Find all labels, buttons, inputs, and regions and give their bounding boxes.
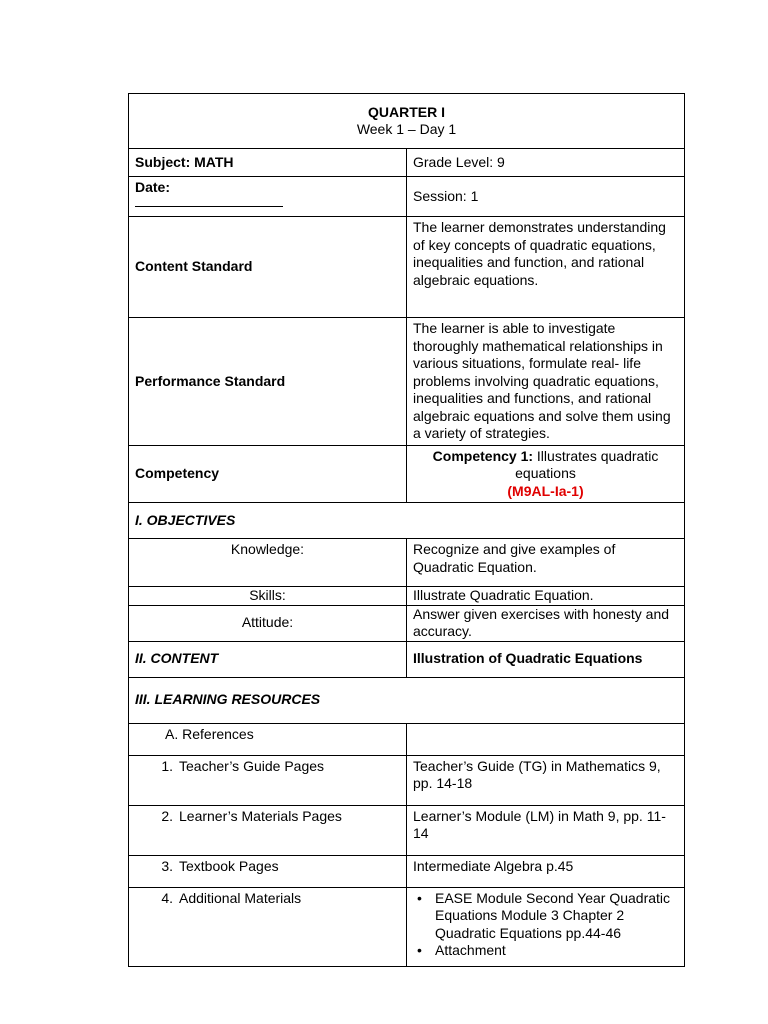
content-standard-label: Content Standard xyxy=(129,217,407,318)
competency-label: Competency xyxy=(129,445,407,503)
attitude-label: Attitude: xyxy=(129,605,407,641)
competency-code-open: ( xyxy=(507,482,513,499)
resource-item-2-label-cell xyxy=(129,805,407,855)
knowledge-label: Knowledge: xyxy=(129,539,407,587)
competency-cell xyxy=(407,445,685,503)
resource-item-4-label: Additional Materials xyxy=(179,889,302,906)
resource-item-1-label: Teacher’s Guide Pages xyxy=(179,757,325,774)
resource-item-2-num: 2. xyxy=(161,807,173,824)
content-heading: II. CONTENT xyxy=(129,641,407,677)
skills-text: Illustrate Quadratic Equation. xyxy=(407,587,685,606)
attitude-text: Answer given exercises with honesty and accuracy. xyxy=(407,605,685,641)
competency-text: Illustrates quadratic equations xyxy=(515,447,659,481)
resource-item-2-value: Learner’s Module (LM) in Math 9, pp. 11-14 xyxy=(407,805,685,855)
resource-item-3-label-cell xyxy=(129,855,407,887)
learning-resources-heading: III. LEARNING RESOURCES xyxy=(129,677,685,723)
resource-item-3-value: Intermediate Algebra p.45 xyxy=(407,855,685,887)
knowledge-text: Recognize and give examples of Quadratic Equation. xyxy=(407,539,685,587)
lesson-plan-table xyxy=(128,93,685,967)
date-blank-line xyxy=(135,205,283,207)
date-cell xyxy=(129,177,407,217)
date-label: Date: xyxy=(135,179,171,195)
references-empty xyxy=(407,723,685,755)
list-item: • Attachment xyxy=(435,942,678,960)
resource-item-1-num: 1. xyxy=(161,757,173,774)
resource-item-4-label-cell xyxy=(129,887,407,966)
resource-item-3-label: Textbook Pages xyxy=(179,857,279,874)
grade-level: Grade Level: 9 xyxy=(407,149,685,177)
competency-prefix: Competency 1: xyxy=(432,447,534,464)
resource-item-2-label: Learner’s Materials Pages xyxy=(179,807,342,824)
content-text: Illustration of Quadratic Equations xyxy=(407,641,685,677)
resource-item-3-num: 3. xyxy=(161,857,173,874)
session: Session: 1 xyxy=(407,177,685,217)
subject-label: Subject: MATH xyxy=(129,149,407,177)
resource-item-1-label-cell xyxy=(129,755,407,805)
list-item: • EASE Module Second Year Quadratic Equations Module 3 Chapter 2 Quadratic Equations pp.44-46 xyxy=(435,890,678,943)
additional-materials-list xyxy=(413,890,678,960)
performance-standard-text: The learner is able to investigate thoroughly mathematical relationships in various situations, formulate real- life problems involving quadratic equations, inequalities and functions, and rational algebraic equations and solve them using a variety of strategies. xyxy=(407,318,685,446)
quarter-title: QUARTER I xyxy=(368,103,445,120)
performance-standard-label: Performance Standard xyxy=(129,318,407,446)
resource-item-4-value-cell xyxy=(407,887,685,966)
skills-label: Skills: xyxy=(129,587,407,606)
references-label: A. References xyxy=(129,723,407,755)
header-cell xyxy=(129,94,685,149)
week-day: Week 1 – Day 1 xyxy=(356,121,457,137)
objectives-heading: I. OBJECTIVES xyxy=(129,503,685,539)
resource-item-4-num: 4. xyxy=(161,889,173,906)
resource-item-1-value: Teacher’s Guide (TG) in Mathematics 9, pp. 14-18 xyxy=(407,755,685,805)
competency-code: M9AL-Ia-1) xyxy=(512,482,584,499)
content-standard-text: The learner demonstrates understanding of key concepts of quadratic equations, inequalities and function, and rational algebraic equations. xyxy=(407,217,685,318)
